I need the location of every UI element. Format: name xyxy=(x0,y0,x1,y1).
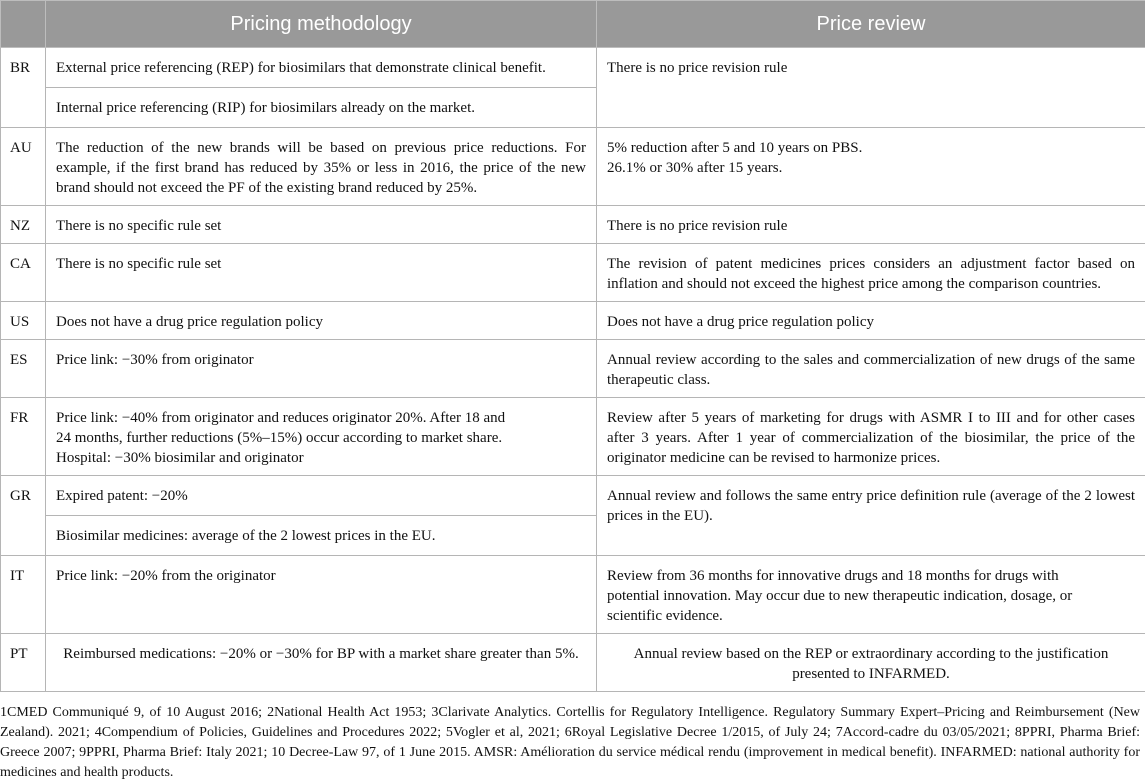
review-cell: Annual review based on the REP or extraordinary according to the justification presented to INFARMED. xyxy=(597,634,1145,692)
header-empty-cell xyxy=(1,1,46,48)
country-code: FR xyxy=(1,398,46,476)
pricing-cell: Biosimilar medicines: average of the 2 lowest prices in the EU. xyxy=(46,516,597,556)
table-row xyxy=(1,476,1145,516)
review-line: 5% reduction after 5 and 10 years on PBS. xyxy=(607,138,1135,158)
country-code: AU xyxy=(1,128,46,206)
table-row xyxy=(1,340,1145,398)
country-code: CA xyxy=(1,244,46,302)
review-cell: Annual review according to the sales and commercialization of new drugs of the same therapeutic class. xyxy=(597,340,1145,398)
pricing-line: Price link: −40% from originator and reduces originator 20%. After 18 and xyxy=(56,408,586,428)
review-line: potential innovation. May occur due to new therapeutic indication, dosage, or xyxy=(607,586,1135,606)
table-row xyxy=(1,48,1145,88)
country-code: ES xyxy=(1,340,46,398)
review-cell: Does not have a drug price regulation policy xyxy=(597,302,1145,340)
country-code: PT xyxy=(1,634,46,692)
table-row xyxy=(1,206,1145,244)
table-row xyxy=(1,128,1145,206)
pricing-cell: Price link: −30% from originator xyxy=(46,340,597,398)
review-line: scientific evidence. xyxy=(607,606,1135,626)
table-row xyxy=(1,398,1145,476)
review-cell: Annual review and follows the same entry price definition rule (average of the 2 lowest prices in the EU). xyxy=(597,476,1145,556)
review-cell xyxy=(597,556,1145,634)
table-row xyxy=(1,556,1145,634)
table-footnote: 1CMED Communiqué 9, of 10 August 2016; 2National Health Act 1953; 3Clarivate Analytics. Cortellis for Regulatory Intelligence. Regulatory Summary Expert–Pricing and Reimbursement (New Zealand). 2021; 4Compendium of Policies, Guidelines and Procedures 2022; 5Vogler et al, 2021; 6Royal Legislative Decree 1/2015, of July 24; 7Accord-cadre du 03/05/2021; 8PPRI, Pharma Brief: Greece 2007; 9PPRI, Pharma Brief: Italy 2021; 10 Decree-Law 97, of 1 June 2015. AMSR: Amélioration du service médical rendu (improvement in medical benefit). INFARMED: national authority for medicines and health products. xyxy=(0,703,1140,783)
review-cell: There is no price revision rule xyxy=(597,206,1145,244)
review-cell: The revision of patent medicines prices considers an adjustment factor based on inflation and should not exceed the highest price among the comparison countries. xyxy=(597,244,1145,302)
country-code: US xyxy=(1,302,46,340)
table-header-row xyxy=(1,1,1145,48)
pricing-cell xyxy=(46,398,597,476)
pricing-cell: Reimbursed medications: −20% or −30% for BP with a market share greater than 5%. xyxy=(46,634,597,692)
pricing-line: 24 months, further reductions (5%–15%) occur according to market share. xyxy=(56,428,586,448)
pricing-line: Hospital: −30% biosimilar and originator xyxy=(56,448,586,468)
country-code: BR xyxy=(1,48,46,128)
pricing-cell: Does not have a drug price regulation policy xyxy=(46,302,597,340)
pricing-cell: Expired patent: −20% xyxy=(46,476,597,516)
header-price-review: Price review xyxy=(597,1,1145,48)
table-row xyxy=(1,244,1145,302)
country-code: GR xyxy=(1,476,46,556)
table-row xyxy=(1,302,1145,340)
review-cell: There is no price revision rule xyxy=(597,48,1145,128)
review-cell xyxy=(597,128,1145,206)
pricing-cell: There is no specific rule set xyxy=(46,244,597,302)
pricing-cell: Internal price referencing (RIP) for biosimilars already on the market. xyxy=(46,88,597,128)
pricing-cell: External price referencing (REP) for biosimilars that demonstrate clinical benefit. xyxy=(46,48,597,88)
header-pricing-methodology: Pricing methodology xyxy=(46,1,597,48)
pricing-cell: There is no specific rule set xyxy=(46,206,597,244)
pricing-cell: The reduction of the new brands will be based on previous price reductions. For example, if the first brand has reduced by 35% or less in 2016, the price of the new brand should not exceed the PF of the existing brand reduced by 25%. xyxy=(46,128,597,206)
table-row xyxy=(1,634,1145,692)
review-cell: Review after 5 years of marketing for drugs with ASMR I to III and for other cases after 3 years. After 1 year of commercialization of the biosimilar, the price of the originator medicine can be revised to harmonize prices. xyxy=(597,398,1145,476)
review-line: 26.1% or 30% after 15 years. xyxy=(607,158,1135,178)
country-code: NZ xyxy=(1,206,46,244)
pricing-cell: Price link: −20% from the originator xyxy=(46,556,597,634)
review-line: Review from 36 months for innovative drugs and 18 months for drugs with xyxy=(607,566,1135,586)
country-code: IT xyxy=(1,556,46,634)
